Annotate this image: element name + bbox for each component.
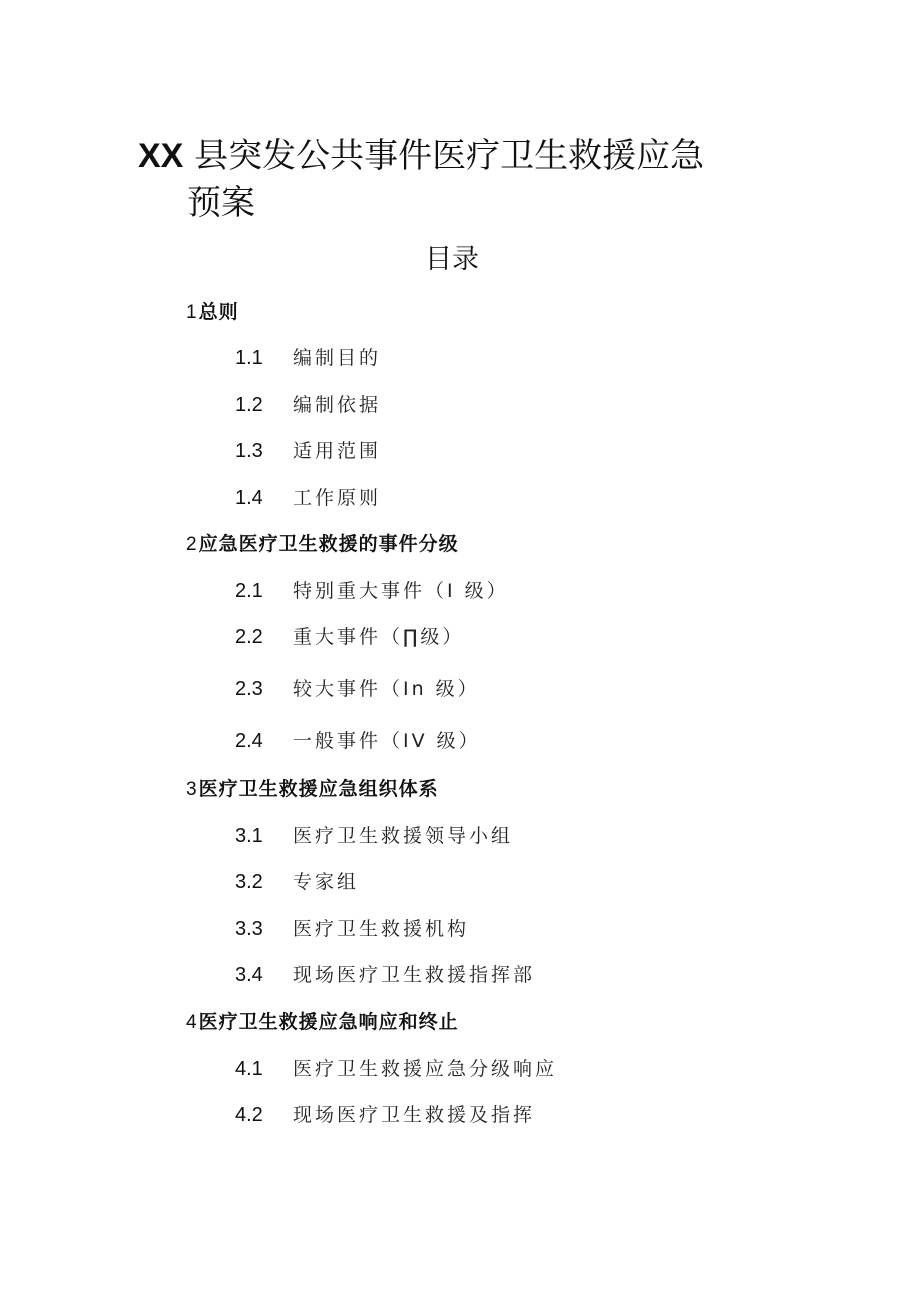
toc-text: 现场医疗卫生救援指挥部 — [293, 964, 536, 986]
toc-item-3-1[interactable] — [0, 823, 920, 849]
toc-number: 1.2 — [235, 394, 263, 416]
toc-text: 医疗卫生救援领导小组 — [293, 825, 514, 847]
toc-text: 特别重大事件（I 级） — [293, 580, 509, 602]
toc-number: 3.4 — [235, 964, 263, 986]
toc-number: 1.4 — [235, 487, 263, 509]
toc-text: 现场医疗卫生救援及指挥 — [293, 1104, 536, 1126]
toc-text: 编制目的 — [293, 347, 382, 369]
toc-number: 2.2 — [235, 626, 263, 648]
toc-item-3-2[interactable] — [0, 869, 920, 895]
toc-item-1-4[interactable] — [0, 485, 920, 511]
toc-item-4-1[interactable] — [0, 1056, 920, 1082]
toc-text: 适用范围 — [293, 440, 382, 462]
toc-item-2-4[interactable] — [0, 728, 920, 754]
toc-item-3-4[interactable] — [0, 962, 920, 988]
title-prefix: XX — [138, 137, 184, 175]
toc-number: 4 — [186, 1012, 197, 1033]
toc-text: 编制依据 — [293, 394, 382, 416]
toc-text: 医疗卫生救援应急分级响应 — [293, 1058, 558, 1080]
toc-text: 一般事件（IV 级） — [293, 730, 481, 752]
toc-number: 4.2 — [235, 1104, 263, 1126]
toc-text: 应急医疗卫生救援的事件分级 — [198, 533, 459, 555]
title-line2: 预案 — [187, 183, 255, 223]
toc-item-2-3[interactable] — [0, 676, 920, 702]
toc-number: 1.3 — [235, 440, 263, 462]
toc-number: 3 — [186, 779, 197, 800]
toc-heading: 目录 — [425, 244, 479, 275]
toc-text: 医疗卫生救援应急组织体系 — [198, 778, 439, 800]
toc-text: 重大事件（∏级） — [293, 626, 465, 648]
toc-number: 1 — [186, 302, 197, 323]
toc-number: 3.3 — [235, 918, 263, 940]
toc-item-3-3[interactable] — [0, 916, 920, 942]
toc-item-2-2[interactable] — [0, 624, 920, 650]
toc-number: 2.3 — [235, 678, 263, 700]
toc-number: 3.1 — [235, 825, 263, 847]
toc-item-4-2[interactable] — [0, 1102, 920, 1128]
toc-number: 2.4 — [235, 730, 263, 752]
toc-item-1-1[interactable] — [0, 345, 920, 371]
toc-text: 总则 — [198, 301, 239, 323]
toc-section-1[interactable] — [186, 299, 239, 326]
toc-number: 2 — [186, 534, 197, 555]
toc-text: 专家组 — [293, 871, 360, 893]
toc-section-2[interactable] — [186, 531, 459, 558]
toc-section-4[interactable] — [186, 1009, 459, 1036]
toc-text: 医疗卫生救援机构 — [293, 918, 470, 940]
toc-number: 2.1 — [235, 580, 263, 602]
toc-item-1-2[interactable] — [0, 392, 920, 418]
toc-text: 医疗卫生救援应急响应和终止 — [198, 1011, 459, 1033]
toc-item-1-3[interactable] — [0, 438, 920, 464]
title-line1: 县突发公共事件医疗卫生救援应急 — [183, 136, 705, 176]
toc-text: 较大事件（In 级） — [293, 678, 480, 700]
toc-number: 4.1 — [235, 1058, 263, 1080]
toc-number: 3.2 — [235, 871, 263, 893]
toc-text: 工作原则 — [293, 487, 382, 509]
toc-number: 1.1 — [235, 347, 263, 369]
toc-section-3[interactable] — [186, 776, 439, 803]
toc-item-2-1[interactable] — [0, 578, 920, 604]
document-title — [138, 133, 704, 226]
